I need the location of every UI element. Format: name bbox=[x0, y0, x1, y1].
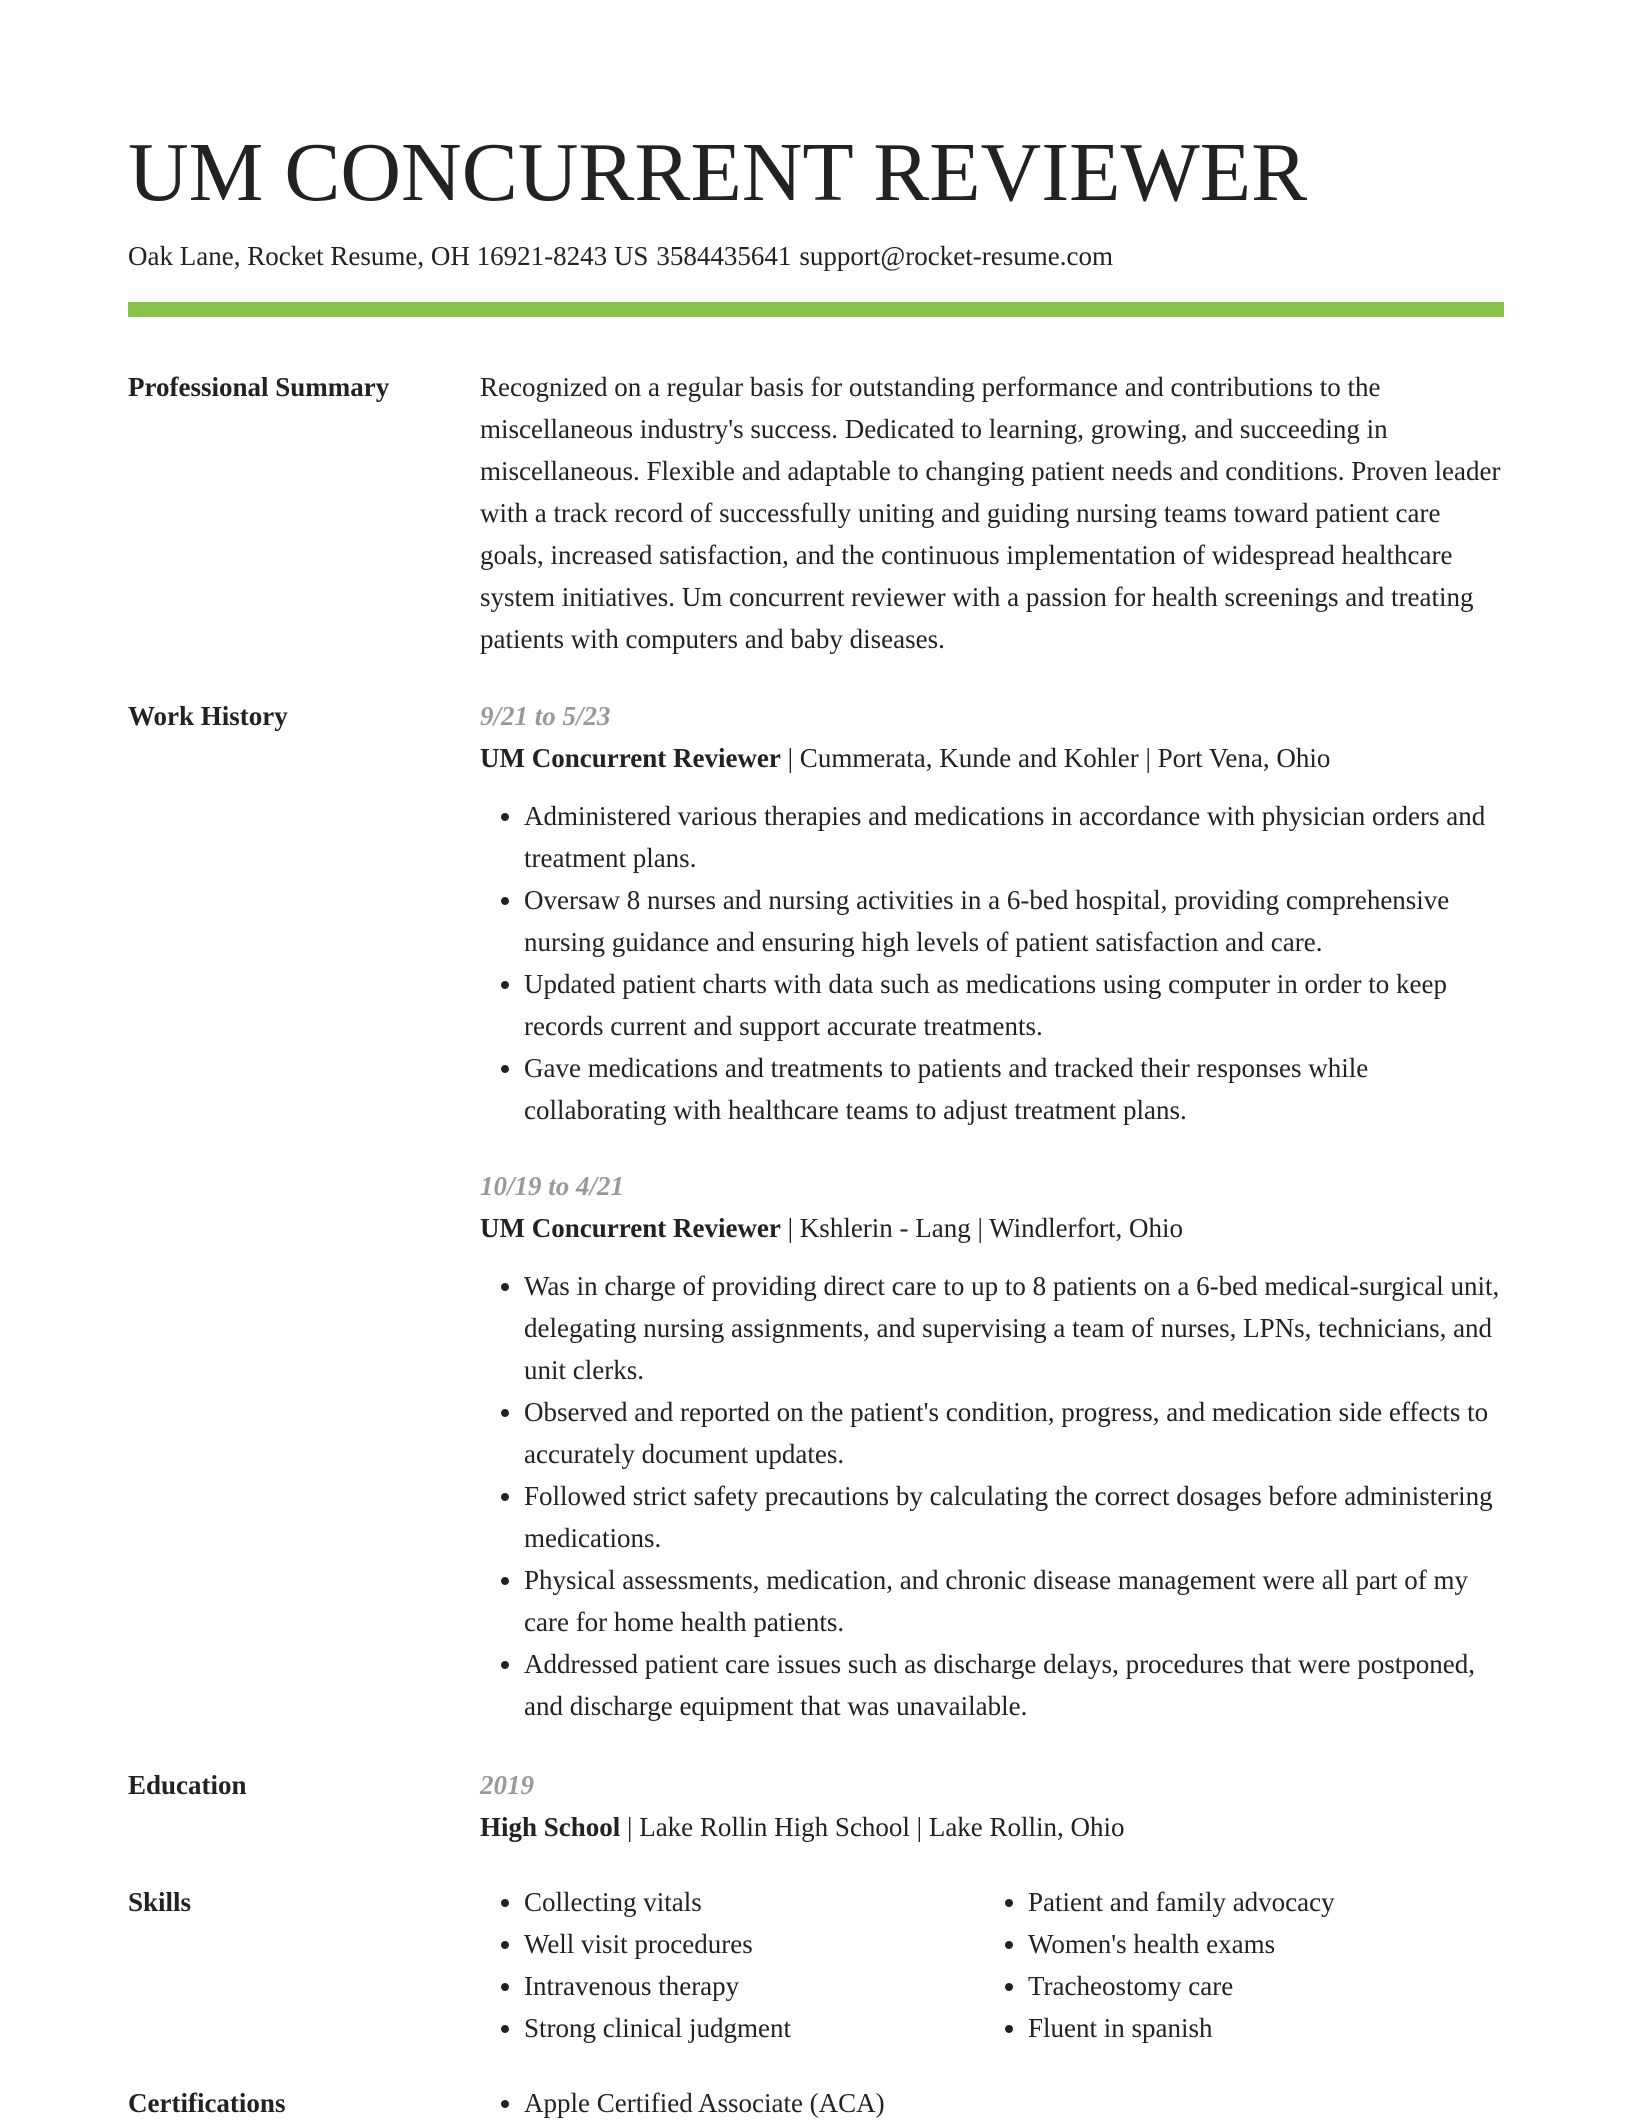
job-bullets bbox=[480, 795, 1504, 1131]
certifications-label: Certifications bbox=[128, 2088, 286, 2118]
contact-line bbox=[128, 238, 1504, 274]
skills-section bbox=[128, 1881, 1504, 2049]
education-details: | Lake Rollin High School | Lake Rollin, Ohio bbox=[620, 1812, 1125, 1842]
certifications-section bbox=[128, 2082, 1504, 2124]
work-history-body bbox=[480, 695, 1504, 1727]
skill-item: • Well visit procedures bbox=[524, 1923, 984, 1965]
job-details: | Cummerata, Kunde and Kohler | Port Vena, Ohio bbox=[780, 743, 1331, 773]
summary-text: Recognized on a regular basis for outstanding performance and contributions to the miscellaneous industry's success. Dedicated to learning, growing, and succeeding in miscellaneous. Flexible and adaptable to changing patient needs and conditions. Proven leader with a track record of successfully uniting and guiding nursing teams toward patient care goals, increased satisfaction, and the continuous implementation of widespread healthcare system initiatives. Um concurrent reviewer with a passion for health screenings and treating patients with computers and baby diseases. bbox=[480, 372, 1501, 654]
contact-address: Oak Lane, Rocket Resume, OH 16921-8243 US bbox=[128, 241, 649, 271]
resume-page bbox=[128, 0, 1504, 2124]
job-bullet: • Gave medications and treatments to patients and tracked their responses while collaborating with healthcare teams to adjust treatment plans. bbox=[524, 1047, 1504, 1131]
skill-item: • Intravenous therapy bbox=[524, 1965, 984, 2007]
job-details: | Kshlerin - Lang | Windlerfort, Ohio bbox=[780, 1213, 1184, 1243]
contact-phone: 3584435641 bbox=[656, 241, 792, 271]
job-entry bbox=[480, 695, 1504, 1131]
education-year: 2019 bbox=[480, 1770, 534, 1800]
skill-item: • Tracheostomy care bbox=[1028, 1965, 1528, 2007]
summary-section bbox=[128, 366, 1504, 660]
skill-item: • Strong clinical judgment bbox=[524, 2007, 984, 2049]
job-dates: 9/21 to 5/23 bbox=[480, 701, 611, 731]
education-section bbox=[128, 1764, 1504, 1848]
job-role-line bbox=[480, 737, 1504, 779]
job-bullet: • Updated patient charts with data such as medications using computer in order to keep records current and support accurate treatments. bbox=[524, 963, 1504, 1047]
job-bullet: • Physical assessments, medication, and chronic disease management were all part of my care for home health patients. bbox=[524, 1559, 1504, 1643]
skill-item: • Collecting vitals bbox=[524, 1881, 984, 1923]
job-entry bbox=[480, 1165, 1504, 1727]
job-role-line bbox=[480, 1207, 1504, 1249]
certifications-list bbox=[480, 2082, 1504, 2124]
skills-body bbox=[480, 1881, 1528, 2049]
job-bullet: • Addressed patient care issues such as discharge delays, procedures that were postponed, and discharge equipment that was unavailable. bbox=[524, 1643, 1504, 1727]
skills-label: Skills bbox=[128, 1887, 192, 1917]
work-history-label: Work History bbox=[128, 701, 288, 731]
summary-body bbox=[480, 366, 1504, 660]
job-bullet: • Administered various therapies and medications in accordance with physician orders and treatment plans. bbox=[524, 795, 1504, 879]
job-bullet: • Was in charge of providing direct care to up to 8 patients on a 6-bed medical-surgical unit, delegating nursing assignments, and supervising a team of nurses, LPNs, technicians, and unit clerks. bbox=[524, 1265, 1504, 1391]
job-bullet: • Oversaw 8 nurses and nursing activities in a 6-bed hospital, providing comprehensive nursing guidance and ensuring high levels of patient satisfaction and care. bbox=[524, 879, 1504, 963]
education-degree: High School bbox=[480, 1812, 621, 1842]
work-history-section bbox=[128, 695, 1504, 1727]
accent-divider bbox=[128, 302, 1504, 317]
certification-item: • Apple Certified Associate (ACA) bbox=[524, 2082, 1504, 2124]
education-label: Education bbox=[128, 1770, 247, 1800]
skills-column-right bbox=[984, 1881, 1528, 2049]
education-line bbox=[480, 1806, 1504, 1848]
contact-email: support@rocket-resume.com bbox=[799, 241, 1113, 271]
job-title: UM Concurrent Reviewer bbox=[480, 1213, 781, 1243]
skill-item: • Fluent in spanish bbox=[1028, 2007, 1528, 2049]
certifications-body bbox=[480, 2082, 1504, 2124]
skill-item: • Patient and family advocacy bbox=[1028, 1881, 1528, 1923]
job-bullets bbox=[480, 1265, 1504, 1727]
job-bullet: • Observed and reported on the patient's condition, progress, and medication side effects to accurately document updates. bbox=[524, 1391, 1504, 1475]
summary-label: Professional Summary bbox=[128, 372, 390, 402]
skill-item: • Women's health exams bbox=[1028, 1923, 1528, 1965]
skills-grid bbox=[480, 1881, 1528, 2049]
job-bullet: • Followed strict safety precautions by calculating the correct dosages before administering medications. bbox=[524, 1475, 1504, 1559]
resume-name: UM CONCURRENT REVIEWER bbox=[128, 126, 1308, 219]
skills-column-left bbox=[480, 1881, 984, 2049]
job-title: UM Concurrent Reviewer bbox=[480, 743, 781, 773]
education-body bbox=[480, 1764, 1504, 1848]
job-dates: 10/19 to 4/21 bbox=[480, 1171, 625, 1201]
